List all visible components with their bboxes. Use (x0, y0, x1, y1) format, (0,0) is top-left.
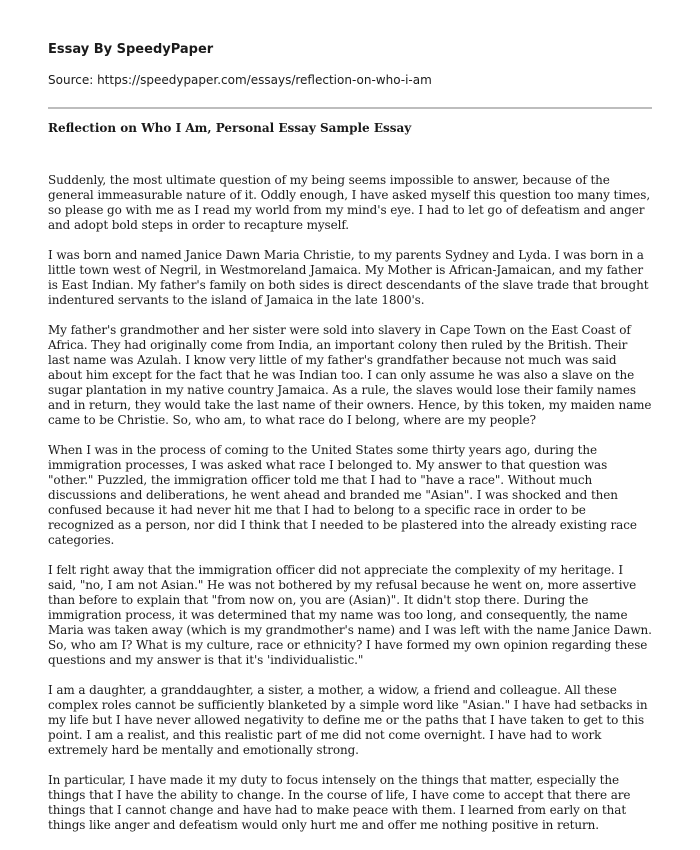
paragraph: I am a daughter, a granddaughter, a sister, a mother, a widow, a friend and colleague. All these complex roles cannot be sufficiently blanketed by a simple word like "Asian." I have had setbacks in my life but I have never allowed negativity to define me or the paths that I have taken to get to this point. I am a realist, and this realistic part of me did not come overnight. I have had to work extremely hard be mentally and emotionally strong. (48, 683, 648, 757)
site-title: Essay By SpeedyPaper (48, 42, 214, 57)
paragraph: My father's grandmother and her sister were sold into slavery in Cape Town on the East Coast of Africa. They had originally come from India, an important colony then ruled by the British. Their last name was Azulah. I know very little of my father's grandfather because not much was said about him except for the fact that he was Indian too. I can only assume he was also a slave on the sugar plantation in my native country Jamaica. As a rule, the slaves would lose their family names and in return, they would take the last name of their owners. Hence, by this token, my maiden name came to be Christie. So, who am, to what race do I belong, where are my people? (48, 323, 652, 427)
paragraph: Suddenly, the most ultimate question of my being seems impossible to answer, because of the general immeasurable nature of it. Oddly enough, I have asked myself this question too many times, so please go with me as I read my world from my mind's eye. I had to let go of defeatism and anger and adopt bold steps in order to recapture myself. (48, 173, 651, 232)
essay-title: Reflection on Who I Am, Personal Essay Sample Essay (48, 121, 412, 135)
essay-body (48, 173, 652, 833)
divider (48, 107, 652, 109)
paragraph: In particular, I have made it my duty to focus intensely on the things that matter, especially the things that I have the ability to change. In the course of life, I have come to accept that there are things that I cannot change and have had to make peace with them. I learned from early on that things like anger and defeatism would only hurt me and offer me nothing positive in return. (48, 773, 631, 832)
paragraph: I felt right away that the immigration officer did not appreciate the complexity of my heritage. I said, "no, I am not Asian." He was not bothered by my refusal because he went on, more assertive than before to explain that "from now on, you are (Asian)". It didn't stop there. During the immigration process, it was determined that my name was too long, and consequently, the name Maria was taken away (which is my grandmother's name) and I was left with the name Janice Dawn. So, who am I? What is my culture, race or ethnicity? I have formed my own opinion regarding these questions and my answer is that it's 'individualistic." (48, 563, 652, 667)
paragraph: I was born and named Janice Dawn Maria Christie, to my parents Sydney and Lyda. I was born in a little town west of Negril, in Westmoreland Jamaica. My Mother is African-Jamaican, and my father is East Indian. My father's family on both sides is direct descendants of the slave trade that brought indentured servants to the island of Jamaica in the late 1800's. (48, 248, 649, 307)
paragraph: When I was in the process of coming to the United States some thirty years ago, during the immigration processes, I was asked what race I belonged to. My answer to that question was "other." Puzzled, the immigration officer told me that I had to "have a race". Without much discussions and deliberations, he went ahead and branded me "Asian". I was shocked and then confused because it had never hit me that I had to belong to a specific race in order to be recognized as a person, nor did I think that I needed to be plastered into the already existing race categories. (48, 443, 637, 547)
source-line: Source: https://speedypaper.com/essays/reflection-on-who-i-am (48, 73, 432, 87)
